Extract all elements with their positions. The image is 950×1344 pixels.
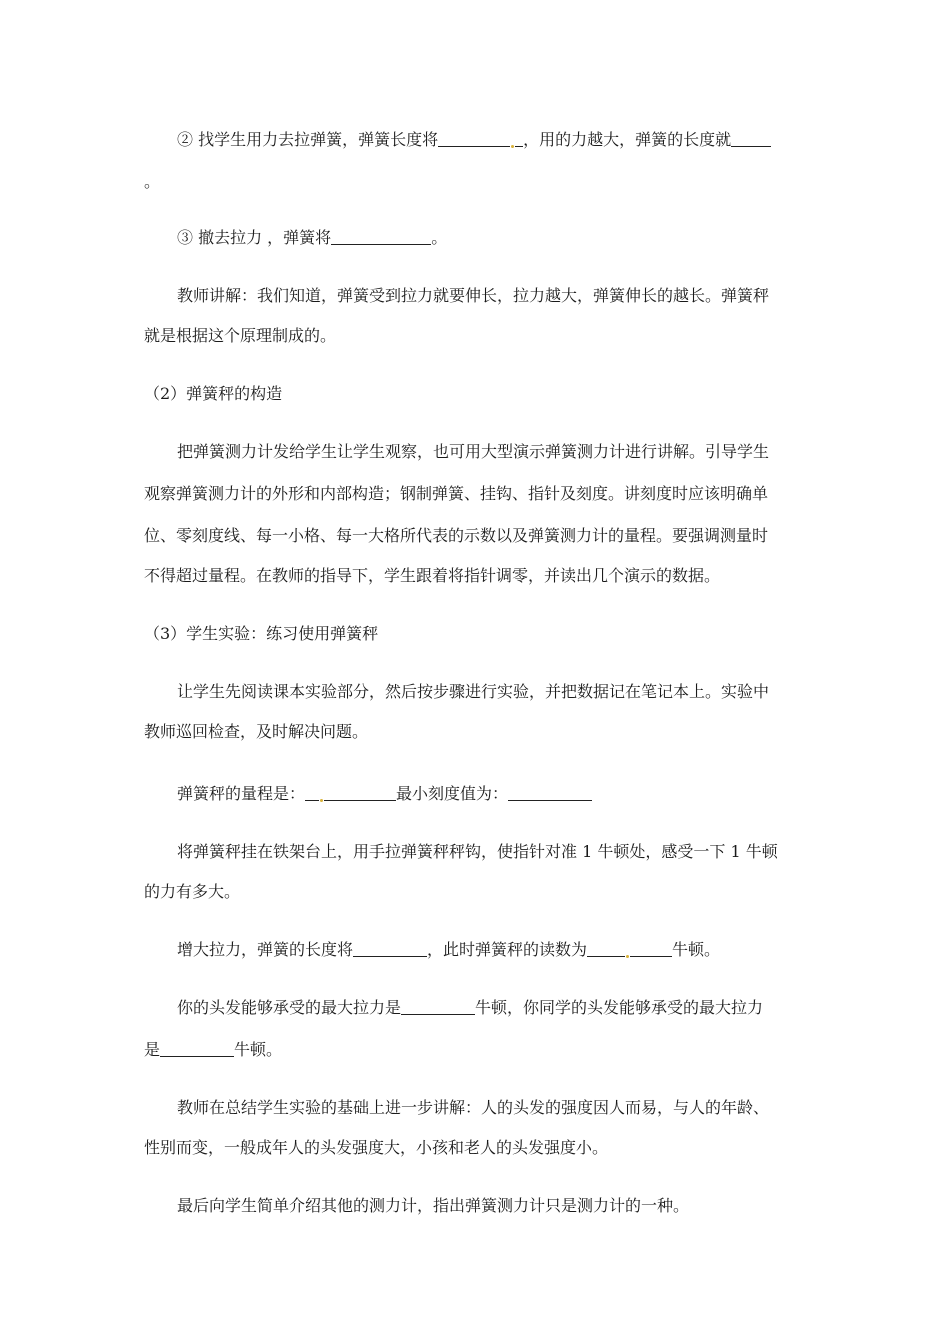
reading-blank[interactable] <box>630 940 672 957</box>
step-2-text: ② 找学生用力去拉弹簧，弹簧长度将 <box>177 130 439 149</box>
min-scale-blank[interactable] <box>508 784 592 801</box>
explanation-line-1: 教师讲解：我们知道，弹簧受到拉力就要伸长，拉力越大，弹簧伸长的越长。弹簧秤 <box>177 286 770 305</box>
experiment-line-1: 让学生先阅读课本实验部分，然后按步骤进行实验，并把数据记在笔记本上。实验中 <box>177 682 770 701</box>
range-blank-start[interactable] <box>305 784 319 801</box>
hang-line-1: 将弹簧秤挂在铁架台上，用手拉弹簧秤秤钩，使指针对准 1 牛顿处，感受一下 1 牛顿 <box>177 842 778 861</box>
release-blank[interactable] <box>331 228 431 245</box>
structure-line-2: 观察弹簧测力计的外形和内部构造；钢制弹簧、挂钩、指针及刻度。讲刻度时应该明确单 <box>144 484 769 503</box>
structure-line-4: 不得超过量程。在教师的指导下，学生跟着将指针调零，并读出几个演示的数据。 <box>144 566 721 585</box>
step-3-line <box>177 228 447 248</box>
reading-unit: 牛顿。 <box>672 940 721 959</box>
increase-force-line <box>177 940 720 960</box>
hair-label: 你的头发能够承受的最大拉力是 <box>177 998 402 1017</box>
classmate-hair-label: 牛顿，你同学的头发能够承受的最大拉力 <box>475 998 764 1017</box>
spring-length-blank[interactable] <box>438 130 510 147</box>
explanation-line-2: 就是根据这个原理制成的。 <box>144 326 337 345</box>
summary-line-1: 教师在总结学生实验的基础上进一步讲解：人的头发的强度因人而易，与人的年龄、 <box>177 1098 770 1117</box>
hair-line-1 <box>177 998 763 1018</box>
section-heading-structure: （2）弹簧秤的构造 <box>144 384 283 403</box>
reading-label: ，此时弹簧秤的读数为 <box>427 940 588 959</box>
mark-dot <box>320 799 323 802</box>
hair-is: 是 <box>144 1040 161 1059</box>
classmate-hair-blank[interactable] <box>160 1040 234 1057</box>
experiment-line-2: 教师巡回检查，及时解决问题。 <box>144 722 369 741</box>
step-2-end: 。 <box>144 172 161 191</box>
mark-dot <box>511 145 514 148</box>
min-scale-label: 最小刻度值为： <box>396 784 509 803</box>
step-3-end: 。 <box>431 228 448 247</box>
length-change-blank[interactable] <box>353 940 427 957</box>
reading-blank-start[interactable] <box>587 940 625 957</box>
hang-line-2: 的力有多大。 <box>144 882 241 901</box>
structure-line-1: 把弹簧测力计发给学生让学生观察，也可用大型演示弹簧测力计进行讲解。引导学生 <box>177 442 770 461</box>
hair-line-2 <box>144 1040 282 1060</box>
my-hair-blank[interactable] <box>401 998 475 1015</box>
spring-length-more-blank[interactable] <box>731 130 771 147</box>
step-2-text-2: ，用的力越大，弹簧的长度就 <box>523 130 732 149</box>
range-blank[interactable] <box>324 784 396 801</box>
step-3-text: ③ 撤去拉力 ，弹簧将 <box>177 228 332 247</box>
summary-line-2: 性别而变，一般成年人的头发强度大，小孩和老人的头发强度小。 <box>144 1138 609 1157</box>
final-line: 最后向学生简单介绍其他的测力计，指出弹簧测力计只是测力计的一种。 <box>177 1196 690 1215</box>
range-label: 弹簧秤的量程是： <box>177 784 306 803</box>
hair-unit: 牛顿。 <box>234 1040 283 1059</box>
structure-line-3: 位、零刻度线、每一小格、每一大格所代表的示数以及弹簧测力计的量程。要强调测量时 <box>144 526 769 545</box>
step-2-line <box>177 130 771 150</box>
increase-label: 增大拉力，弹簧的长度将 <box>177 940 354 959</box>
spring-length-blank-end[interactable] <box>515 130 523 147</box>
mark-dot <box>626 955 629 958</box>
section-heading-experiment: （3）学生实验：练习使用弹簧秤 <box>144 624 379 643</box>
range-line <box>177 784 592 804</box>
step-2-line-2 <box>144 172 160 192</box>
